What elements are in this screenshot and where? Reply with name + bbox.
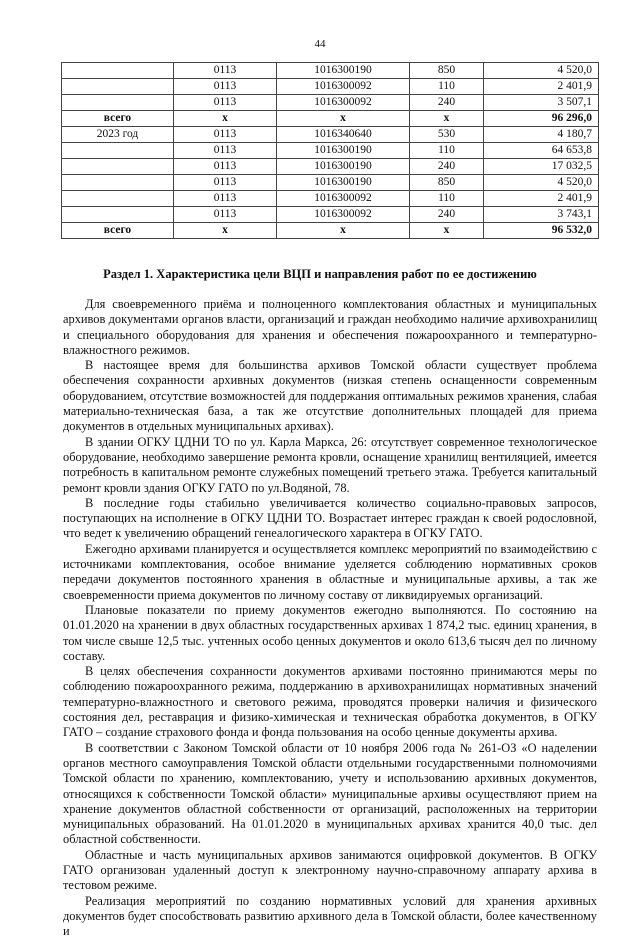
cell-amount: 4 520,0 (484, 175, 599, 191)
cell-year (62, 95, 174, 111)
cell-type: 110 (410, 191, 484, 207)
cell-year (62, 143, 174, 159)
table-row (62, 191, 599, 207)
cell-code: 1016300092 (277, 191, 410, 207)
cell-type: 240 (410, 207, 484, 223)
cell-type: 110 (410, 79, 484, 95)
cell-year: 2023 год (62, 127, 174, 143)
cell-type: 850 (410, 175, 484, 191)
cell-section: х (174, 223, 277, 239)
cell-code: 1016300190 (277, 63, 410, 79)
page-number: 44 (314, 38, 326, 50)
paragraph: В соответствии с Законом Томской области от 10 ноября 2006 года № 261-ОЗ «О наделении органов местного самоуправления Томской области отдельными государственными полномочиями Томской области по хранению, комплектованию, учету и использованию архивных документов, относящихся к собственности Томской области» муниципальные архивы осуществляют прием на хранение документов областной собственности от организаций, расположенных на территории муниципальных образований. На 01.01.2020 в муниципальных архивах хранится 40,0 тыс. дел областной собственности. (63, 740, 597, 847)
cell-year (62, 175, 174, 191)
cell-type: 240 (410, 95, 484, 111)
paragraph: Областные и часть муниципальных архивов занимаются оцифровкой документов. В ОГКУ ГАТО организован удаленный доступ к электронному научно-справочному аппарату архива в тестовом режиме. (63, 847, 597, 893)
paragraph: Ежегодно архивами планируется и осуществляется комплекс мероприятий по взаимодействию с источниками комплектования, особое внимание уделяется соблюдению нормативных сроков передачи документов постоянного хранения в областные и муниципальные архивы, а так же своевременности приема документов по личному составу от ликвидируемых организаций. (63, 541, 597, 602)
paragraph: Плановые показатели по приему документов ежегодно выполняются. По состоянию на 01.01.2020 на хранении в двух областных государственных архивах 1 874,2 тыс. единиц хранения, в том числе свыше 12,5 тыс. учтенных особо ценных документов и около 613,6 тысяч дел по личному составу. (63, 602, 597, 663)
table-row (62, 175, 599, 191)
cell-type: 530 (410, 127, 484, 143)
cell-amount: 2 401,9 (484, 79, 599, 95)
cell-code: 1016300190 (277, 159, 410, 175)
cell-amount: 3 743,1 (484, 207, 599, 223)
cell-section: 0113 (174, 127, 277, 143)
cell-year: всего (62, 111, 174, 127)
table-row (62, 127, 599, 143)
cell-code: 1016300092 (277, 79, 410, 95)
cell-code: 1016300190 (277, 143, 410, 159)
paragraph: В настоящее время для большинства архивов Томской области существует проблема обеспечения сохранности архивных документов (низкая степень оснащенности современным оборудованием, отсутствие возможностей для поддержания оптимальных режимов хранения, слабая материально-техническая база, а так же отсутствие дополнительных площадей для приема документов в отдельных муниципальных архивах). (63, 358, 597, 434)
cell-amount: 17 032,5 (484, 159, 599, 175)
cell-amount: 96 532,0 (484, 223, 599, 239)
cell-year (62, 207, 174, 223)
table-total-row (62, 223, 599, 239)
cell-amount: 64 653,8 (484, 143, 599, 159)
cell-year (62, 191, 174, 207)
cell-amount: 3 507,1 (484, 95, 599, 111)
table-row (62, 63, 599, 79)
cell-code: 1016300092 (277, 95, 410, 111)
table-row (62, 95, 599, 111)
cell-amount: 4 180,7 (484, 127, 599, 143)
cell-section: 0113 (174, 79, 277, 95)
table-row (62, 79, 599, 95)
cell-code: х (277, 111, 410, 127)
table-row (62, 159, 599, 175)
cell-amount: 2 401,9 (484, 191, 599, 207)
paragraph: Реализация мероприятий по созданию нормативных условий для хранения архивных документов будет способствовать развитию архивного дела в Томской области, более качественному и (63, 893, 597, 939)
cell-section: 0113 (174, 143, 277, 159)
paragraph: В целях обеспечения сохранности документов архивами постоянно принимаются меры по соблюдению пожароохранного режима, поддержанию в архивохранилищах нормативных значений температурно-влажностного и светового режима, проводятся проверки наличия и физического состояния дел, реставрация и физико-химическая и техническая обработка документов, в ОГКУ ГАТО – создание страхового фонда и фонда пользования на особо ценные документы архива. (63, 664, 597, 740)
table-row (62, 207, 599, 223)
cell-section: х (174, 111, 277, 127)
cell-type: 240 (410, 159, 484, 175)
cell-section: 0113 (174, 207, 277, 223)
section-title: Раздел 1. Характеристика цели ВЦП и направления работ по ее достижению (103, 267, 537, 281)
budget-table (61, 62, 599, 239)
cell-code: 1016300092 (277, 207, 410, 223)
paragraph: Для своевременного приёма и полноценного комплектования областных и муниципальных архивов документами органов власти, организаций и граждан необходимо наличие архивохранилищ и специального оборудования для хранения и обеспечения пожароохранного и температурно-влажностного режимов. (63, 297, 597, 357)
cell-type: х (410, 111, 484, 127)
cell-amount: 96 296,0 (484, 111, 599, 127)
table-row (62, 143, 599, 159)
paragraph: В последние годы стабильно увеличивается количество социально-правовых запросов, поступающих на исполнение в ОГКУ ЦДНИ ТО. Возрастает интерес граждан к своей родословной, что ведет к увеличению обращений генеалогического характера в ОГКУ ГАТО. (63, 495, 597, 541)
cell-section: 0113 (174, 159, 277, 175)
cell-section: 0113 (174, 95, 277, 111)
cell-type: 850 (410, 63, 484, 79)
cell-type: х (410, 223, 484, 239)
cell-code: 1016300190 (277, 175, 410, 191)
cell-year (62, 79, 174, 95)
cell-year: всего (62, 223, 174, 239)
cell-section: 0113 (174, 175, 277, 191)
cell-section: 0113 (174, 191, 277, 207)
cell-year (62, 63, 174, 79)
cell-section: 0113 (174, 63, 277, 79)
cell-year (62, 159, 174, 175)
cell-type: 110 (410, 143, 484, 159)
document-body (63, 297, 597, 939)
table-total-row (62, 111, 599, 127)
cell-code: 1016340640 (277, 127, 410, 143)
cell-code: х (277, 223, 410, 239)
paragraph: В здании ОГКУ ЦДНИ ТО по ул. Карла Маркса, 26: отсутствует современное технологическое оборудование, необходимо завершение ремонта кровли, оснащение хранилищ вентиляцией, имеется потребность в капитальном ремонте служебных помещений третьего этажа. Требуется капитальный ремонт кровли здания ОГКУ ГАТО по ул.Водяной, 78. (63, 434, 597, 495)
cell-amount: 4 520,0 (484, 63, 599, 79)
